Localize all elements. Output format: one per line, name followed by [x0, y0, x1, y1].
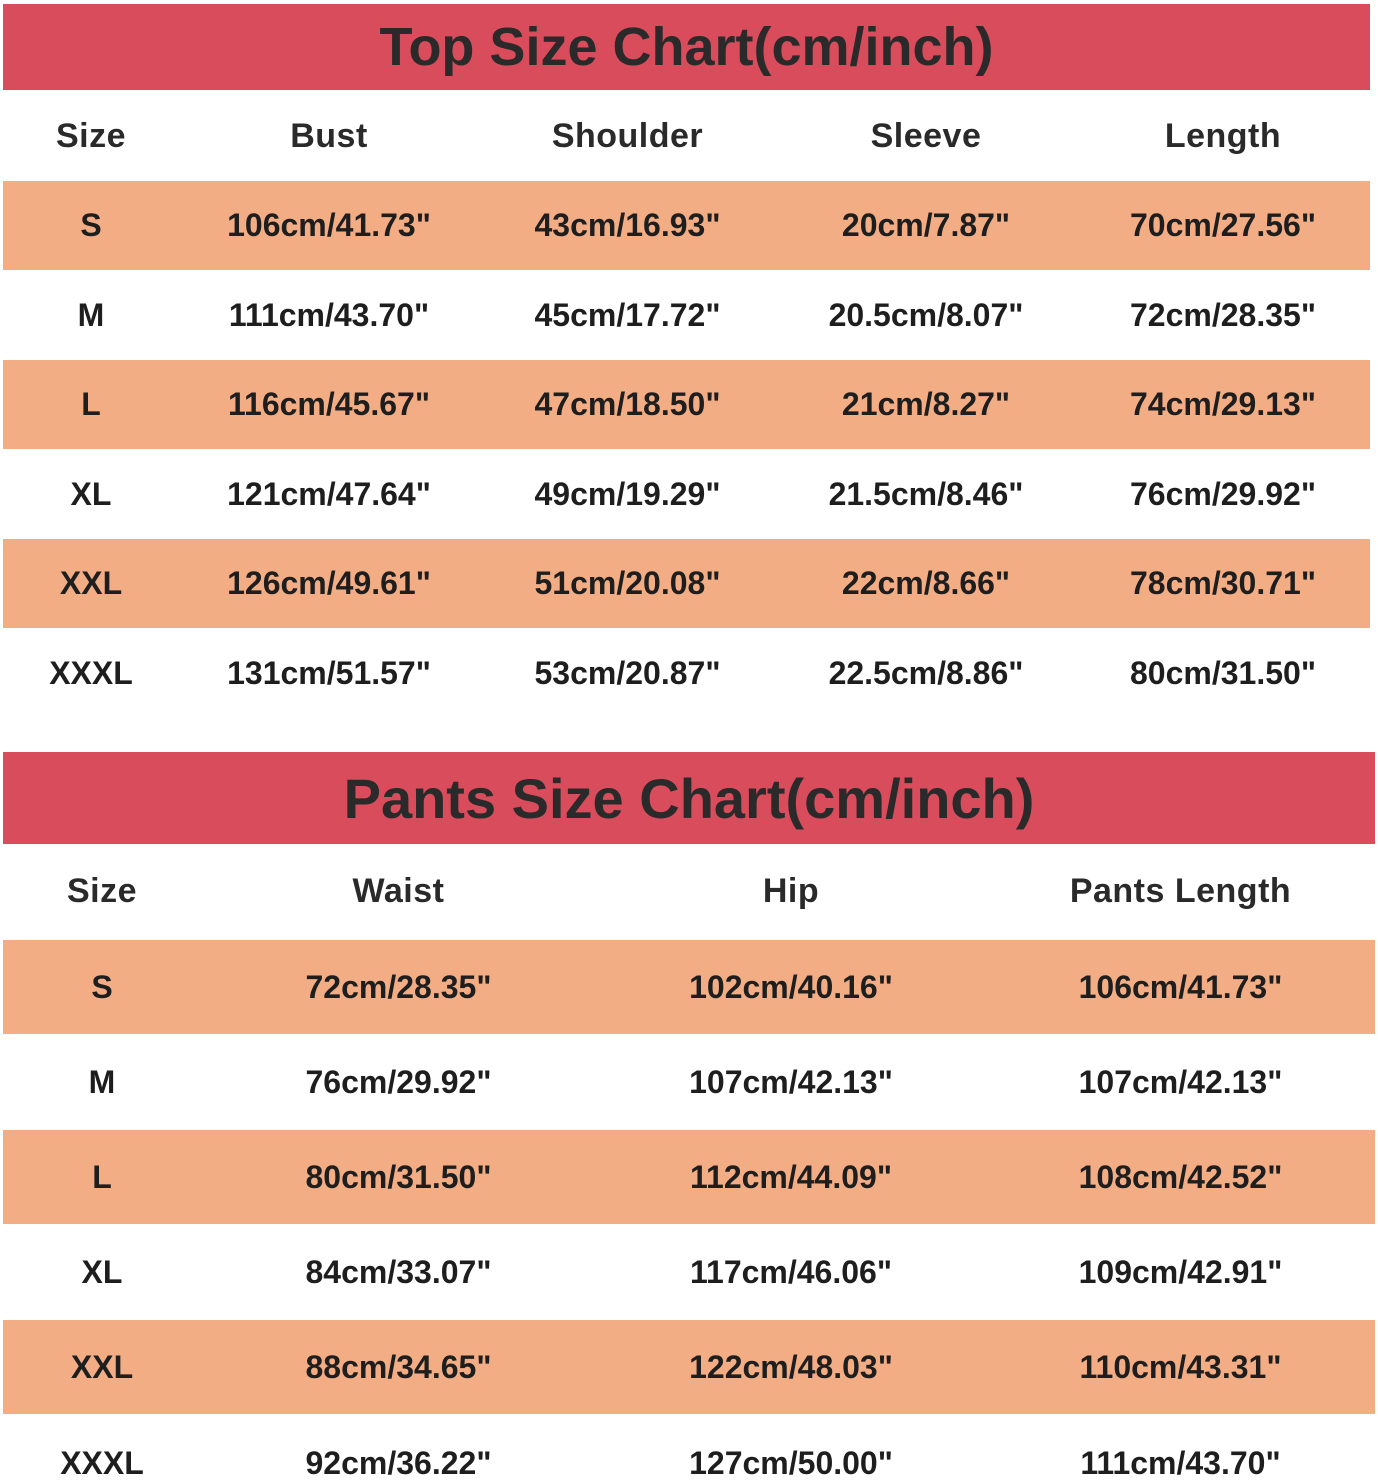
hip-cell: 117cm/46.06" — [689, 1253, 892, 1290]
pants-length-cell: 107cm/42.13" — [1078, 1063, 1283, 1100]
pants-chart-title-banner — [3, 752, 1375, 844]
shoulder-cell: 53cm/20.87" — [534, 655, 721, 691]
pants-chart-title: Pants Size Chart(cm/inch) — [343, 766, 1035, 830]
pants-length-cell: 109cm/42.91" — [1078, 1253, 1283, 1290]
length-cell: 74cm/29.13" — [1130, 386, 1316, 422]
pants-length-cell: 106cm/41.73" — [1078, 968, 1283, 1005]
column-header: Shoulder — [551, 116, 704, 155]
pants-chart-header-row — [3, 845, 1375, 938]
sleeve-cell: 22cm/8.66" — [841, 565, 1011, 601]
size-cell: M — [88, 1063, 116, 1100]
shoulder-cell: 45cm/17.72" — [534, 297, 721, 333]
length-cell: 76cm/29.92" — [1130, 476, 1316, 512]
sleeve-cell: 22.5cm/8.86" — [828, 655, 1024, 691]
pants-length-cell: 108cm/42.52" — [1078, 1158, 1283, 1195]
shoulder-cell: 51cm/20.08" — [534, 565, 721, 601]
waist-cell: 88cm/34.65" — [305, 1348, 492, 1385]
size-cell: L — [92, 1158, 112, 1195]
hip-cell: 102cm/40.16" — [689, 968, 893, 1005]
length-cell: 72cm/28.35" — [1130, 297, 1316, 333]
bust-cell: 126cm/49.61" — [227, 565, 431, 601]
table-row — [3, 1130, 1375, 1224]
size-cell: S — [80, 207, 102, 243]
size-cell: XL — [81, 1253, 123, 1290]
table-row — [3, 1320, 1375, 1414]
size-cell: XXXL — [60, 1445, 144, 1481]
table-row — [3, 1415, 1375, 1481]
sleeve-cell: 20cm/7.87" — [841, 207, 1011, 243]
column-header: Size — [66, 872, 138, 910]
column-header: Length — [1164, 116, 1282, 155]
column-header: Hip — [762, 872, 820, 910]
length-cell: 80cm/31.50" — [1130, 655, 1316, 691]
hip-cell: 107cm/42.13" — [689, 1063, 893, 1100]
waist-cell: 80cm/31.50" — [305, 1158, 492, 1195]
shoulder-cell: 47cm/18.50" — [534, 386, 721, 422]
table-row — [3, 1225, 1375, 1319]
size-cell: XXL — [59, 565, 123, 601]
pants-length-cell: 110cm/43.31" — [1079, 1348, 1282, 1385]
size-cell: XXL — [70, 1348, 134, 1385]
shoulder-cell: 49cm/19.29" — [534, 476, 721, 512]
bust-cell: 106cm/41.73" — [227, 207, 431, 243]
bust-cell: 111cm/43.70" — [228, 297, 430, 333]
waist-cell: 92cm/36.22" — [305, 1445, 492, 1481]
size-cell: XXXL — [49, 655, 133, 691]
column-header: Pants Length — [1069, 872, 1292, 910]
top-chart-title: Top Size Chart(cm/inch) — [379, 17, 994, 77]
size-cell: XL — [70, 476, 112, 512]
length-cell: 70cm/27.56" — [1130, 207, 1316, 243]
hip-cell: 112cm/44.09" — [689, 1158, 892, 1195]
pants-length-cell: 111cm/43.70" — [1080, 1445, 1281, 1481]
column-header: Sleeve — [870, 116, 982, 155]
size-cell: L — [81, 386, 101, 422]
bust-cell: 116cm/45.67" — [227, 386, 430, 422]
waist-cell: 72cm/28.35" — [305, 968, 492, 1005]
sleeve-cell: 21.5cm/8.46" — [828, 476, 1024, 512]
waist-cell: 84cm/33.07" — [305, 1253, 492, 1290]
column-header: Size — [55, 116, 127, 155]
table-row — [3, 1035, 1375, 1129]
column-header: Waist — [352, 872, 445, 910]
waist-cell: 76cm/29.92" — [305, 1063, 492, 1100]
hip-cell: 127cm/50.00" — [689, 1445, 893, 1481]
length-cell: 78cm/30.71" — [1130, 565, 1316, 601]
bust-cell: 121cm/47.64" — [227, 476, 431, 512]
size-cell: M — [77, 297, 105, 333]
hip-cell: 122cm/48.03" — [689, 1348, 893, 1385]
sleeve-cell: 20.5cm/8.07" — [828, 297, 1024, 333]
column-header: Bust — [290, 116, 368, 155]
shoulder-cell: 43cm/16.93" — [534, 207, 721, 243]
sleeve-cell: 21cm/8.27" — [841, 386, 1011, 422]
table-row — [3, 940, 1375, 1034]
bust-cell: 131cm/51.57" — [227, 655, 431, 691]
size-cell: S — [91, 968, 113, 1005]
